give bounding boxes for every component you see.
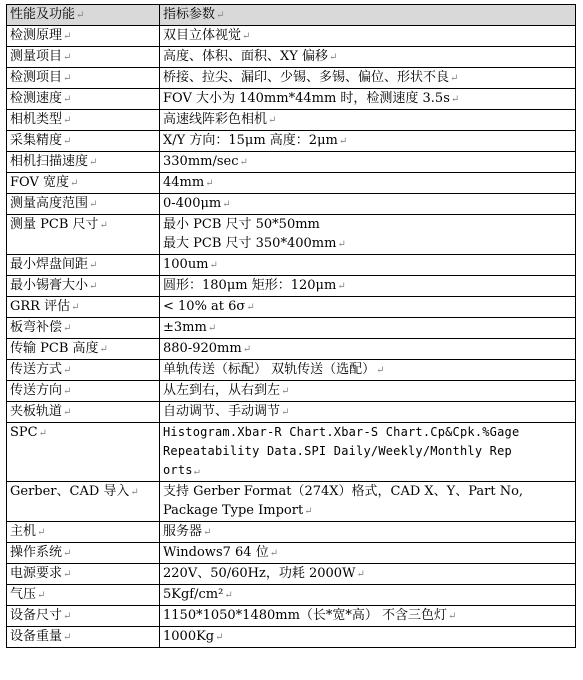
feature-cell [7,47,160,68]
feature-cell [7,339,160,360]
cell-end-mark: ↵ [215,632,224,643]
feature-cell [7,255,160,276]
cell-end-mark: ↵ [242,344,252,355]
cell-end-mark: ↵ [63,407,72,418]
spec-cell [160,606,576,627]
cell-end-mark: ↵ [338,136,348,147]
cell-end-mark: ↵ [207,323,217,334]
spec-cell [160,402,576,423]
cell-end-mark: ↵ [222,199,231,210]
cell-end-mark: ↵ [376,365,385,376]
feature-label: 传送方向 [10,383,63,398]
cell-end-mark: ↵ [268,115,277,126]
spec-line: 高度、体积、面积、XY 偏移 [163,49,328,64]
feature-label: 操作系统 [10,545,63,560]
table-row [7,173,576,194]
spec-line: 桥接、拉尖、漏印、少锡、多锡、偏位、形状不良 [163,70,450,85]
feature-cell [7,381,160,402]
feature-label: 采集精度 [10,133,63,148]
cell-end-mark: ↵ [99,220,108,231]
feature-cell [7,194,160,215]
spec-line: Package Type Import [163,503,304,518]
feature-label: 夹板轨道 [10,404,63,419]
cell-end-mark: ↵ [269,548,279,559]
table-row [7,194,576,215]
spec-line: 0-400μm [163,196,222,211]
table-row [7,26,576,47]
spec-line: < 10% at 6σ [163,299,246,314]
spec-cell [160,318,576,339]
cell-end-mark: ↵ [63,386,72,397]
feature-cell [7,89,160,110]
table-header-row [7,5,576,26]
spec-line: 自动调节、手动调节 [163,404,281,419]
cell-end-mark: ↵ [37,590,46,601]
feature-label: SPC [10,425,38,440]
table-row [7,381,576,402]
cell-end-mark: ↵ [63,31,72,42]
cell-end-mark: ↵ [209,260,218,271]
table-row [7,339,576,360]
feature-cell [7,627,160,648]
header-spec-label: 指标参数 [163,7,216,22]
spec-line: 单轨传送（标配） 双轨传送（选配） [163,362,376,377]
feature-label: 相机类型 [10,112,63,127]
spec-line: 双目立体视觉 [163,28,242,43]
feature-cell [7,318,160,339]
cell-end-mark: ↵ [89,199,98,210]
spec-line: 1000Kg [163,629,215,644]
spec-cell [160,131,576,152]
spec-cell [160,194,576,215]
cell-end-mark: ↵ [193,466,200,477]
feature-label: 相机扫描速度 [10,154,89,169]
spec-line: 最小 PCB 尺寸 50*50mm [163,217,320,232]
spec-cell [160,482,576,522]
feature-label: 设备尺寸 [10,608,63,623]
table-row [7,482,576,522]
cell-end-mark: ↵ [63,94,72,105]
cell-end-mark: ↵ [328,52,338,63]
feature-label: 传送方式 [10,362,63,377]
feature-cell [7,522,160,543]
spec-cell [160,276,576,297]
cell-end-mark: ↵ [89,260,98,271]
cell-end-mark: ↵ [203,527,212,538]
spec-cell [160,543,576,564]
spec-cell [160,339,576,360]
spec-cell [160,627,576,648]
spec-line: 1150*1050*1480mm（长*宽*高） 不含三色灯 [163,608,448,623]
cell-end-mark: ↵ [89,281,98,292]
cell-end-mark: ↵ [38,428,47,439]
table-row [7,68,576,89]
cell-end-mark: ↵ [63,365,72,376]
feature-label: 最小焊盘间距 [10,257,89,272]
table-row [7,152,576,173]
spec-cell [160,152,576,173]
cell-end-mark: ↵ [281,386,290,397]
feature-cell [7,606,160,627]
spec-cell [160,110,576,131]
spec-cell [160,173,576,194]
spec-line: 330mm/sec [163,154,239,169]
spec-line: 圆形：180μm 矩形：120μm [163,278,337,293]
cell-end-mark: ↵ [69,178,79,189]
spec-cell [160,47,576,68]
spec-cell [160,68,576,89]
cell-end-mark: ↵ [63,323,72,334]
cell-end-mark: ↵ [239,157,248,168]
table-row [7,276,576,297]
spec-line: 最大 PCB 尺寸 350*400mm [163,236,337,251]
feature-cell [7,152,160,173]
feature-cell [7,68,160,89]
feature-cell [7,131,160,152]
table-row [7,423,576,482]
cell-end-mark: ↵ [71,302,80,313]
cell-end-mark: ↵ [337,239,346,250]
spec-cell [160,215,576,255]
cell-end-mark: ↵ [63,548,72,559]
spec-table [6,4,576,648]
table-row [7,297,576,318]
cell-end-mark: ↵ [450,73,459,84]
spec-line: orts [163,463,193,477]
table-row [7,585,576,606]
cell-end-mark: ↵ [337,281,346,292]
spec-line: 5Kgf/cm² [163,587,224,602]
spec-line: 44mm [163,175,205,190]
spec-line: 高速线阵彩色相机 [163,112,268,127]
spec-line: 220V、50/60Hz，功耗 2000W [163,566,356,581]
feature-cell [7,276,160,297]
spec-line: Repeatability Data.SPI Daily/Weekly/Monthly Rep [163,444,512,458]
table-row [7,522,576,543]
feature-label: 测量 PCB 尺寸 [10,217,99,232]
table-row [7,564,576,585]
header-feature-label: 性能及功能 [10,7,76,22]
feature-cell [7,482,160,522]
table-row [7,318,576,339]
feature-label: 最小锡膏大小 [10,278,89,293]
cell-end-mark: ↵ [63,73,72,84]
cell-end-mark: ↵ [242,31,251,42]
cell-end-mark: ↵ [356,569,365,580]
spec-cell [160,564,576,585]
feature-label: FOV 宽度 [10,175,69,190]
spec-cell [160,585,576,606]
table-row [7,110,576,131]
cell-end-mark: ↵ [63,632,72,643]
feature-cell [7,564,160,585]
feature-cell [7,585,160,606]
cell-end-mark: ↵ [37,527,46,538]
spec-line: FOV 大小为 140mm*44mm 时，检测速度 3.5s [163,91,450,106]
cell-end-mark: ↵ [205,178,214,189]
spec-line: X/Y 方向：15μm 高度：2μm [163,133,338,148]
spec-line: 从左到右，从右到左 [163,383,281,398]
spec-line: 服务器 [163,524,203,539]
feature-cell [7,26,160,47]
feature-label: 检测原理 [10,28,63,43]
cell-end-mark: ↵ [281,407,290,418]
table-row [7,606,576,627]
table-row [7,627,576,648]
cell-end-mark: ↵ [99,344,108,355]
spec-cell [160,522,576,543]
cell-end-mark: ↵ [89,157,98,168]
feature-cell [7,110,160,131]
feature-label: 测量高度范围 [10,196,89,211]
spec-cell [160,26,576,47]
table-row [7,89,576,110]
feature-cell [7,173,160,194]
cell-end-mark: ↵ [63,115,72,126]
feature-label: 电源要求 [10,566,63,581]
table-row [7,543,576,564]
feature-label: Gerber、CAD 导入 [10,484,130,499]
cell-end-mark: ↵ [450,94,460,105]
feature-label: 传输 PCB 高度 [10,341,99,356]
cell-end-mark: ↵ [63,52,72,63]
feature-label: GRR 评估 [10,299,71,314]
header-cell-spec [160,5,576,26]
cell-end-mark: ↵ [304,506,313,517]
header-cell-feature [7,5,160,26]
table-row [7,360,576,381]
feature-label: 主机 [10,524,37,539]
spec-table-body [7,5,576,648]
spec-cell [160,255,576,276]
spec-line: 支持 Gerber Format（274X）格式，CAD X、Y、Part No, [163,484,524,499]
table-row [7,47,576,68]
cell-end-mark: ↵ [76,10,85,21]
cell-end-mark: ↵ [63,569,72,580]
spec-cell [160,297,576,318]
spec-line: Windows7 64 位 [163,545,269,560]
spec-cell [160,89,576,110]
table-row [7,215,576,255]
feature-label: 测量项目 [10,49,63,64]
feature-label: 设备重量 [10,629,63,644]
feature-label: 板弯补偿 [10,320,63,335]
cell-end-mark: ↵ [63,611,72,622]
table-row [7,402,576,423]
cell-end-mark: ↵ [224,590,233,601]
spec-line: ±3mm [163,320,207,335]
table-row [7,131,576,152]
spec-line: 100um [163,257,209,272]
cell-end-mark: ↵ [63,136,72,147]
feature-cell [7,543,160,564]
cell-end-mark: ↵ [216,10,225,21]
feature-cell [7,297,160,318]
table-row [7,255,576,276]
feature-cell [7,215,160,255]
feature-label: 检测项目 [10,70,63,85]
cell-end-mark: ↵ [448,611,457,622]
spec-line: 880-920mm [163,341,242,356]
spec-line: Histogram.Xbar-R Chart.Xbar-S Chart.Cp&Cpk.%Gage [163,425,520,439]
cell-end-mark: ↵ [130,487,139,498]
spec-cell [160,360,576,381]
spec-cell [160,381,576,402]
cell-end-mark: ↵ [246,302,255,313]
feature-cell [7,423,160,482]
feature-label: 检测速度 [10,91,63,106]
feature-label: 气压 [10,587,37,602]
spec-cell [160,423,576,482]
feature-cell [7,360,160,381]
feature-cell [7,402,160,423]
